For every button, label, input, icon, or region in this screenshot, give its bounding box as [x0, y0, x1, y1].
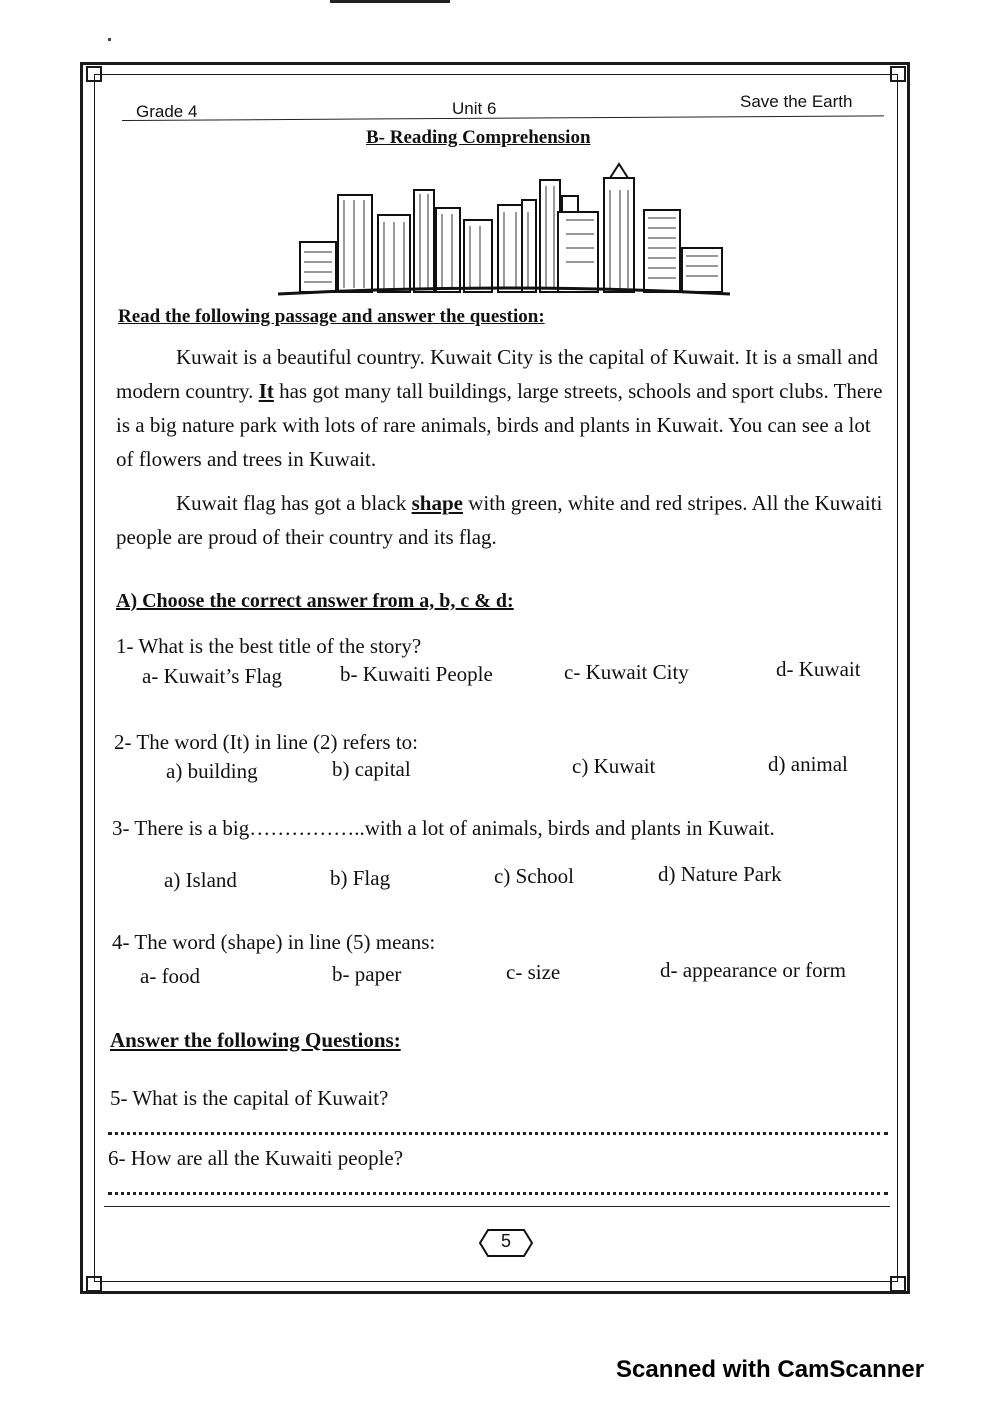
option-1c[interactable]: c- Kuwait City	[564, 660, 689, 684]
option-3a[interactable]: a) Island	[164, 868, 237, 892]
border-corner-ornament	[890, 1276, 906, 1292]
border-corner-ornament	[890, 66, 906, 82]
passage-text: has got many tall buildings, large streets, schools and sport clubs. There is a big nature park with lots of rare animals, birds and plants in Kuwait. You can see a lot of flowers and trees in Kuwait.	[116, 379, 883, 471]
option-3d[interactable]: d) Nature Park	[658, 862, 782, 886]
page-number-badge	[478, 1226, 534, 1260]
question-3: 3- There is a big……………..with a lot of animals, birds and plants in Kuwait.	[112, 816, 775, 840]
passage-keyword-shape: shape	[411, 491, 463, 515]
section-title: B- Reading Comprehension	[366, 127, 591, 148]
option-2b[interactable]: b) capital	[332, 757, 411, 781]
topic-label: Save the Earth	[740, 92, 853, 111]
passage-text: with green, white and red stripes. All the Kuwaiti people are proud of their country and its flag.	[116, 491, 883, 549]
scanner-watermark: Scanned with CamScanner	[616, 1356, 925, 1383]
answer-line-6[interactable]	[108, 1192, 888, 1195]
option-4a[interactable]: a- food	[140, 964, 201, 988]
question-1: 1- What is the best title of the story?	[116, 634, 422, 658]
passage-keyword-it: It	[258, 379, 274, 403]
page-number: 5	[500, 1231, 511, 1251]
bottom-rule	[104, 1206, 890, 1207]
option-2c[interactable]: c) Kuwait	[572, 754, 656, 778]
unit-label: Unit 6	[452, 99, 497, 118]
passage-text: Kuwait is a beautiful country. Kuwait City is the capital of Kuwait. It is a small and modern country.	[116, 345, 878, 403]
option-4d[interactable]: d- appearance or form	[660, 958, 846, 982]
scan-speck	[108, 38, 111, 41]
border-corner-ornament	[86, 66, 102, 82]
option-3c[interactable]: c) School	[494, 864, 574, 888]
option-1a[interactable]: a- Kuwait’s Flag	[142, 664, 282, 688]
answer-line-5[interactable]	[108, 1132, 888, 1135]
passage-paragraph-2	[116, 486, 886, 554]
option-4c[interactable]: c- size	[506, 960, 561, 984]
reading-instruction: Read the following passage and answer the question:	[118, 306, 545, 327]
part-b-title: Answer the following Questions:	[110, 1028, 401, 1052]
city-skyline-illustration	[270, 160, 740, 300]
passage-text: Kuwait flag has got a black	[176, 491, 412, 515]
scan-speck	[330, 0, 450, 3]
option-2d[interactable]: d) animal	[768, 752, 848, 776]
question-6: 6- How are all the Kuwaiti people?	[108, 1146, 404, 1170]
option-3b[interactable]: b) Flag	[330, 866, 391, 890]
grade-label: Grade 4	[136, 102, 198, 121]
question-2: 2- The word (It) in line (2) refers to:	[114, 730, 419, 754]
option-2a[interactable]: a) building	[166, 759, 258, 783]
option-1d[interactable]: d- Kuwait	[776, 657, 861, 681]
part-a-title: A) Choose the correct answer from a, b, c & d:	[116, 590, 514, 612]
question-5: 5- What is the capital of Kuwait?	[110, 1086, 389, 1110]
passage-paragraph-1	[116, 340, 886, 476]
question-4: 4- The word (shape) in line (5) means:	[112, 930, 436, 954]
option-1b[interactable]: b- Kuwaiti People	[340, 662, 493, 686]
border-corner-ornament	[86, 1276, 102, 1292]
option-4b[interactable]: b- paper	[332, 962, 402, 986]
